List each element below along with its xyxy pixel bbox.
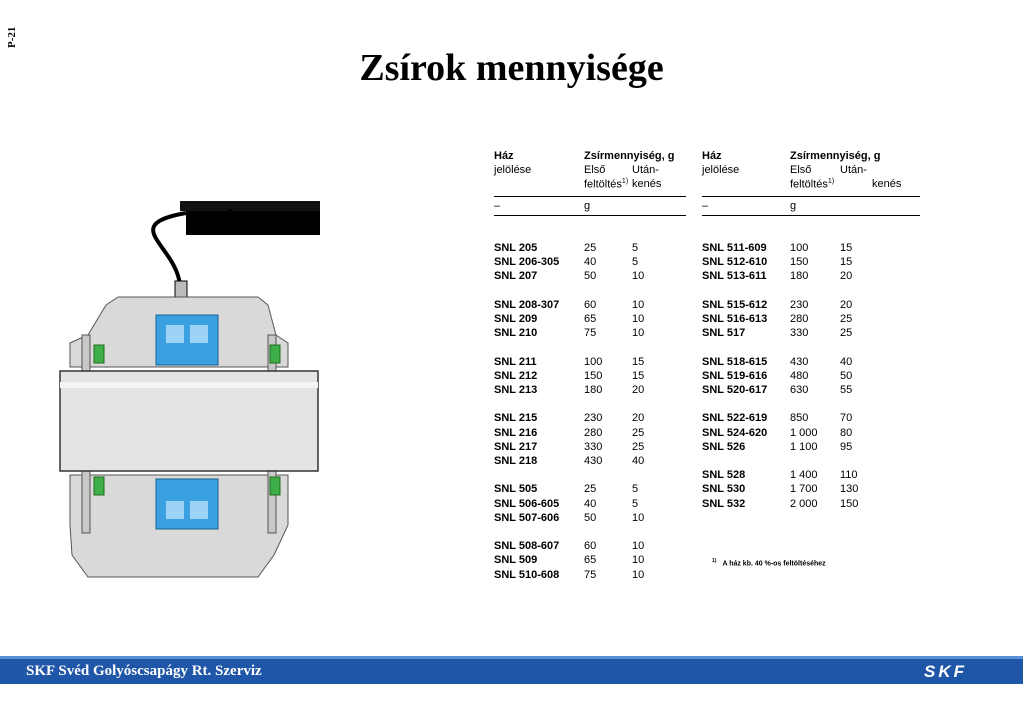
first-fill-cell: 150 xyxy=(790,256,809,269)
relube-cell: 25 xyxy=(840,313,853,325)
header-after: Után- xyxy=(632,164,659,176)
designation-cell: SNL 209 xyxy=(494,313,538,325)
first-fill-cell: 280 xyxy=(584,426,603,439)
first-fill-cell: 850 xyxy=(790,412,809,425)
relube-cell: 15 xyxy=(840,256,853,269)
first-fill-cell: 60 xyxy=(584,298,597,311)
first-fill-cell: 430 xyxy=(790,355,809,368)
grease-table-right xyxy=(702,150,920,590)
footer-stripe xyxy=(0,656,1023,659)
skf-logo: SKF xyxy=(924,662,967,681)
header-grease-qty: Zsírmennyiség, g xyxy=(584,150,675,162)
relube-cell: 110 xyxy=(840,469,858,482)
header-first-fill: feltöltés$^{1)}$ xyxy=(790,178,835,191)
relube-cell: 15 xyxy=(840,242,853,254)
relube-cell: 25 xyxy=(840,327,853,340)
first-fill-cell: 25 xyxy=(584,242,597,254)
relube-cell: 10 xyxy=(632,540,645,553)
first-fill-cell: 430 xyxy=(584,455,603,467)
designation-cell: SNL 210 xyxy=(494,327,538,340)
designation-cell: SNL 216 xyxy=(494,426,538,439)
first-fill-cell: 180 xyxy=(584,384,603,396)
relube-cell: 40 xyxy=(840,355,853,368)
header-after: Után- xyxy=(840,164,867,176)
relube-cell: 130 xyxy=(840,483,859,496)
relube-cell: 10 xyxy=(632,327,645,340)
first-fill-cell: 230 xyxy=(790,298,809,311)
designation-cell: SNL 218 xyxy=(494,455,538,467)
unit-dash: – xyxy=(494,200,501,212)
first-fill-cell: 100 xyxy=(584,355,603,368)
first-fill-cell: 25 xyxy=(584,483,597,496)
first-fill-cell: 230 xyxy=(584,412,603,425)
first-fill-cell: 480 xyxy=(790,369,809,382)
designation-cell: SNL 512-610 xyxy=(702,256,768,269)
header-rule xyxy=(494,196,686,197)
first-fill-cell: 150 xyxy=(584,369,603,382)
footer-company: SKF Svéd Golyóscsapágy Rt. Szerviz xyxy=(26,663,262,679)
relube-cell: 5 xyxy=(632,242,639,254)
unit-rule xyxy=(494,215,686,216)
relube-cell: 20 xyxy=(632,384,645,396)
first-fill-cell: 1 400 xyxy=(790,469,818,482)
first-fill-cell: 40 xyxy=(584,256,597,269)
relube-cell: 20 xyxy=(632,412,645,425)
seal-bottom-right-icon xyxy=(270,477,280,495)
relube-cell: 5 xyxy=(632,256,639,269)
relube-cell: 50 xyxy=(840,369,853,382)
first-fill-cell: 330 xyxy=(790,327,809,340)
relube-cell: 25 xyxy=(632,440,645,453)
relube-cell: 40 xyxy=(632,455,645,467)
first-fill-cell: 630 xyxy=(790,384,809,396)
relube-cell: 5 xyxy=(632,497,639,510)
relube-cell: 150 xyxy=(840,497,859,510)
designation-cell: SNL 526 xyxy=(702,440,746,453)
designation-cell: SNL 520-617 xyxy=(702,384,768,396)
first-fill-cell: 280 xyxy=(790,313,809,325)
designation-cell: SNL 205 xyxy=(494,242,538,254)
seal-top-left-icon xyxy=(94,345,104,363)
relube-cell: 10 xyxy=(632,270,645,283)
first-fill-cell: 330 xyxy=(584,440,603,453)
relube-cell: 10 xyxy=(632,298,645,311)
first-fill-cell: 75 xyxy=(584,568,597,581)
designation-cell: SNL 519-616 xyxy=(702,369,768,382)
header-first-fill: feltöltés$^{1)}$ xyxy=(584,178,629,191)
header-rule xyxy=(702,196,920,197)
designation-cell: SNL 511-609 xyxy=(702,242,767,254)
designation-cell: SNL 212 xyxy=(494,369,538,382)
first-fill-cell: 65 xyxy=(584,554,597,567)
relube-cell: 10 xyxy=(632,313,645,325)
first-fill-cell: 50 xyxy=(584,270,597,283)
first-fill-cell: 75 xyxy=(584,327,597,340)
relube-cell: 80 xyxy=(840,426,853,439)
bearing-lower-icon xyxy=(156,479,218,529)
relube-cell: 15 xyxy=(632,369,645,382)
designation-cell: SNL 206-305 xyxy=(494,256,560,269)
unit-rule xyxy=(702,215,920,216)
header-grease-qty: Zsírmennyiség, g xyxy=(790,150,881,162)
header-designation: jelölése xyxy=(702,164,740,176)
first-fill-cell: 2 000 xyxy=(790,497,818,510)
relube-cell: 20 xyxy=(840,270,853,283)
bearing-housing-illustration xyxy=(58,185,320,580)
designation-cell: SNL 522-619 xyxy=(702,412,768,425)
designation-cell: SNL 516-613 xyxy=(702,313,768,325)
designation-cell: SNL 509 xyxy=(494,554,538,567)
footnote: $^{1)}$ A ház kb. 40 %-os feltöltéséhez xyxy=(712,558,826,568)
page-code: P-21 xyxy=(6,26,18,48)
header-first: Első xyxy=(790,164,812,176)
relube-cell: 15 xyxy=(632,355,645,368)
unit-g: g xyxy=(790,200,797,212)
designation-cell: SNL 211 xyxy=(494,355,537,368)
header-house: Ház xyxy=(494,150,514,162)
first-fill-cell: 65 xyxy=(584,313,597,325)
designation-cell: SNL 528 xyxy=(702,469,746,482)
bearing-upper-icon xyxy=(156,315,218,365)
designation-cell: SNL 510-608 xyxy=(494,568,560,581)
seal-bottom-left-icon xyxy=(94,477,104,495)
relube-cell: 55 xyxy=(840,384,853,396)
designation-cell: SNL 505 xyxy=(494,483,538,496)
first-fill-cell: 1 000 xyxy=(790,426,818,439)
page-title: Zsírok mennyisége xyxy=(359,47,664,89)
unit-dash: – xyxy=(702,200,709,212)
designation-cell: SNL 532 xyxy=(702,497,746,510)
grease-table-left xyxy=(494,150,686,590)
first-fill-cell: 180 xyxy=(790,270,809,283)
first-fill-cell: 1 700 xyxy=(790,483,818,496)
header-house: Ház xyxy=(702,150,722,162)
header-designation: jelölése xyxy=(494,164,532,176)
designation-cell: SNL 506-605 xyxy=(494,497,560,510)
first-fill-cell: 40 xyxy=(584,497,597,510)
designation-cell: SNL 217 xyxy=(494,440,538,453)
relube-cell: 20 xyxy=(840,298,853,311)
relube-cell: 10 xyxy=(632,568,645,581)
first-fill-cell: 100 xyxy=(790,242,809,254)
designation-cell: SNL 515-612 xyxy=(702,298,768,311)
grease-gun-icon xyxy=(153,201,320,305)
first-fill-cell: 60 xyxy=(584,540,597,553)
designation-cell: SNL 524-620 xyxy=(702,426,768,439)
designation-cell: SNL 213 xyxy=(494,384,538,396)
designation-cell: SNL 208-307 xyxy=(494,298,560,311)
seal-top-right-icon xyxy=(270,345,280,363)
designation-cell: SNL 518-615 xyxy=(702,355,768,368)
designation-cell: SNL 215 xyxy=(494,412,538,425)
relube-cell: 95 xyxy=(840,440,853,453)
first-fill-cell: 50 xyxy=(584,511,597,524)
designation-cell: SNL 517 xyxy=(702,327,746,340)
footer-bar xyxy=(0,656,1023,684)
header-first: Első xyxy=(584,164,606,176)
designation-cell: SNL 507-606 xyxy=(494,511,560,524)
relube-cell: 70 xyxy=(840,412,853,425)
header-after-lube: kenés xyxy=(872,178,902,190)
header-after-lube: kenés xyxy=(632,178,662,190)
designation-cell: SNL 508-607 xyxy=(494,540,560,553)
first-fill-cell: 1 100 xyxy=(790,440,818,453)
relube-cell: 5 xyxy=(632,483,639,496)
relube-cell: 10 xyxy=(632,511,645,524)
designation-cell: SNL 207 xyxy=(494,270,538,283)
relube-cell: 10 xyxy=(632,554,645,567)
relube-cell: 25 xyxy=(632,426,645,439)
unit-g: g xyxy=(584,200,591,212)
designation-cell: SNL 530 xyxy=(702,483,746,496)
designation-cell: SNL 513-611 xyxy=(702,270,767,283)
